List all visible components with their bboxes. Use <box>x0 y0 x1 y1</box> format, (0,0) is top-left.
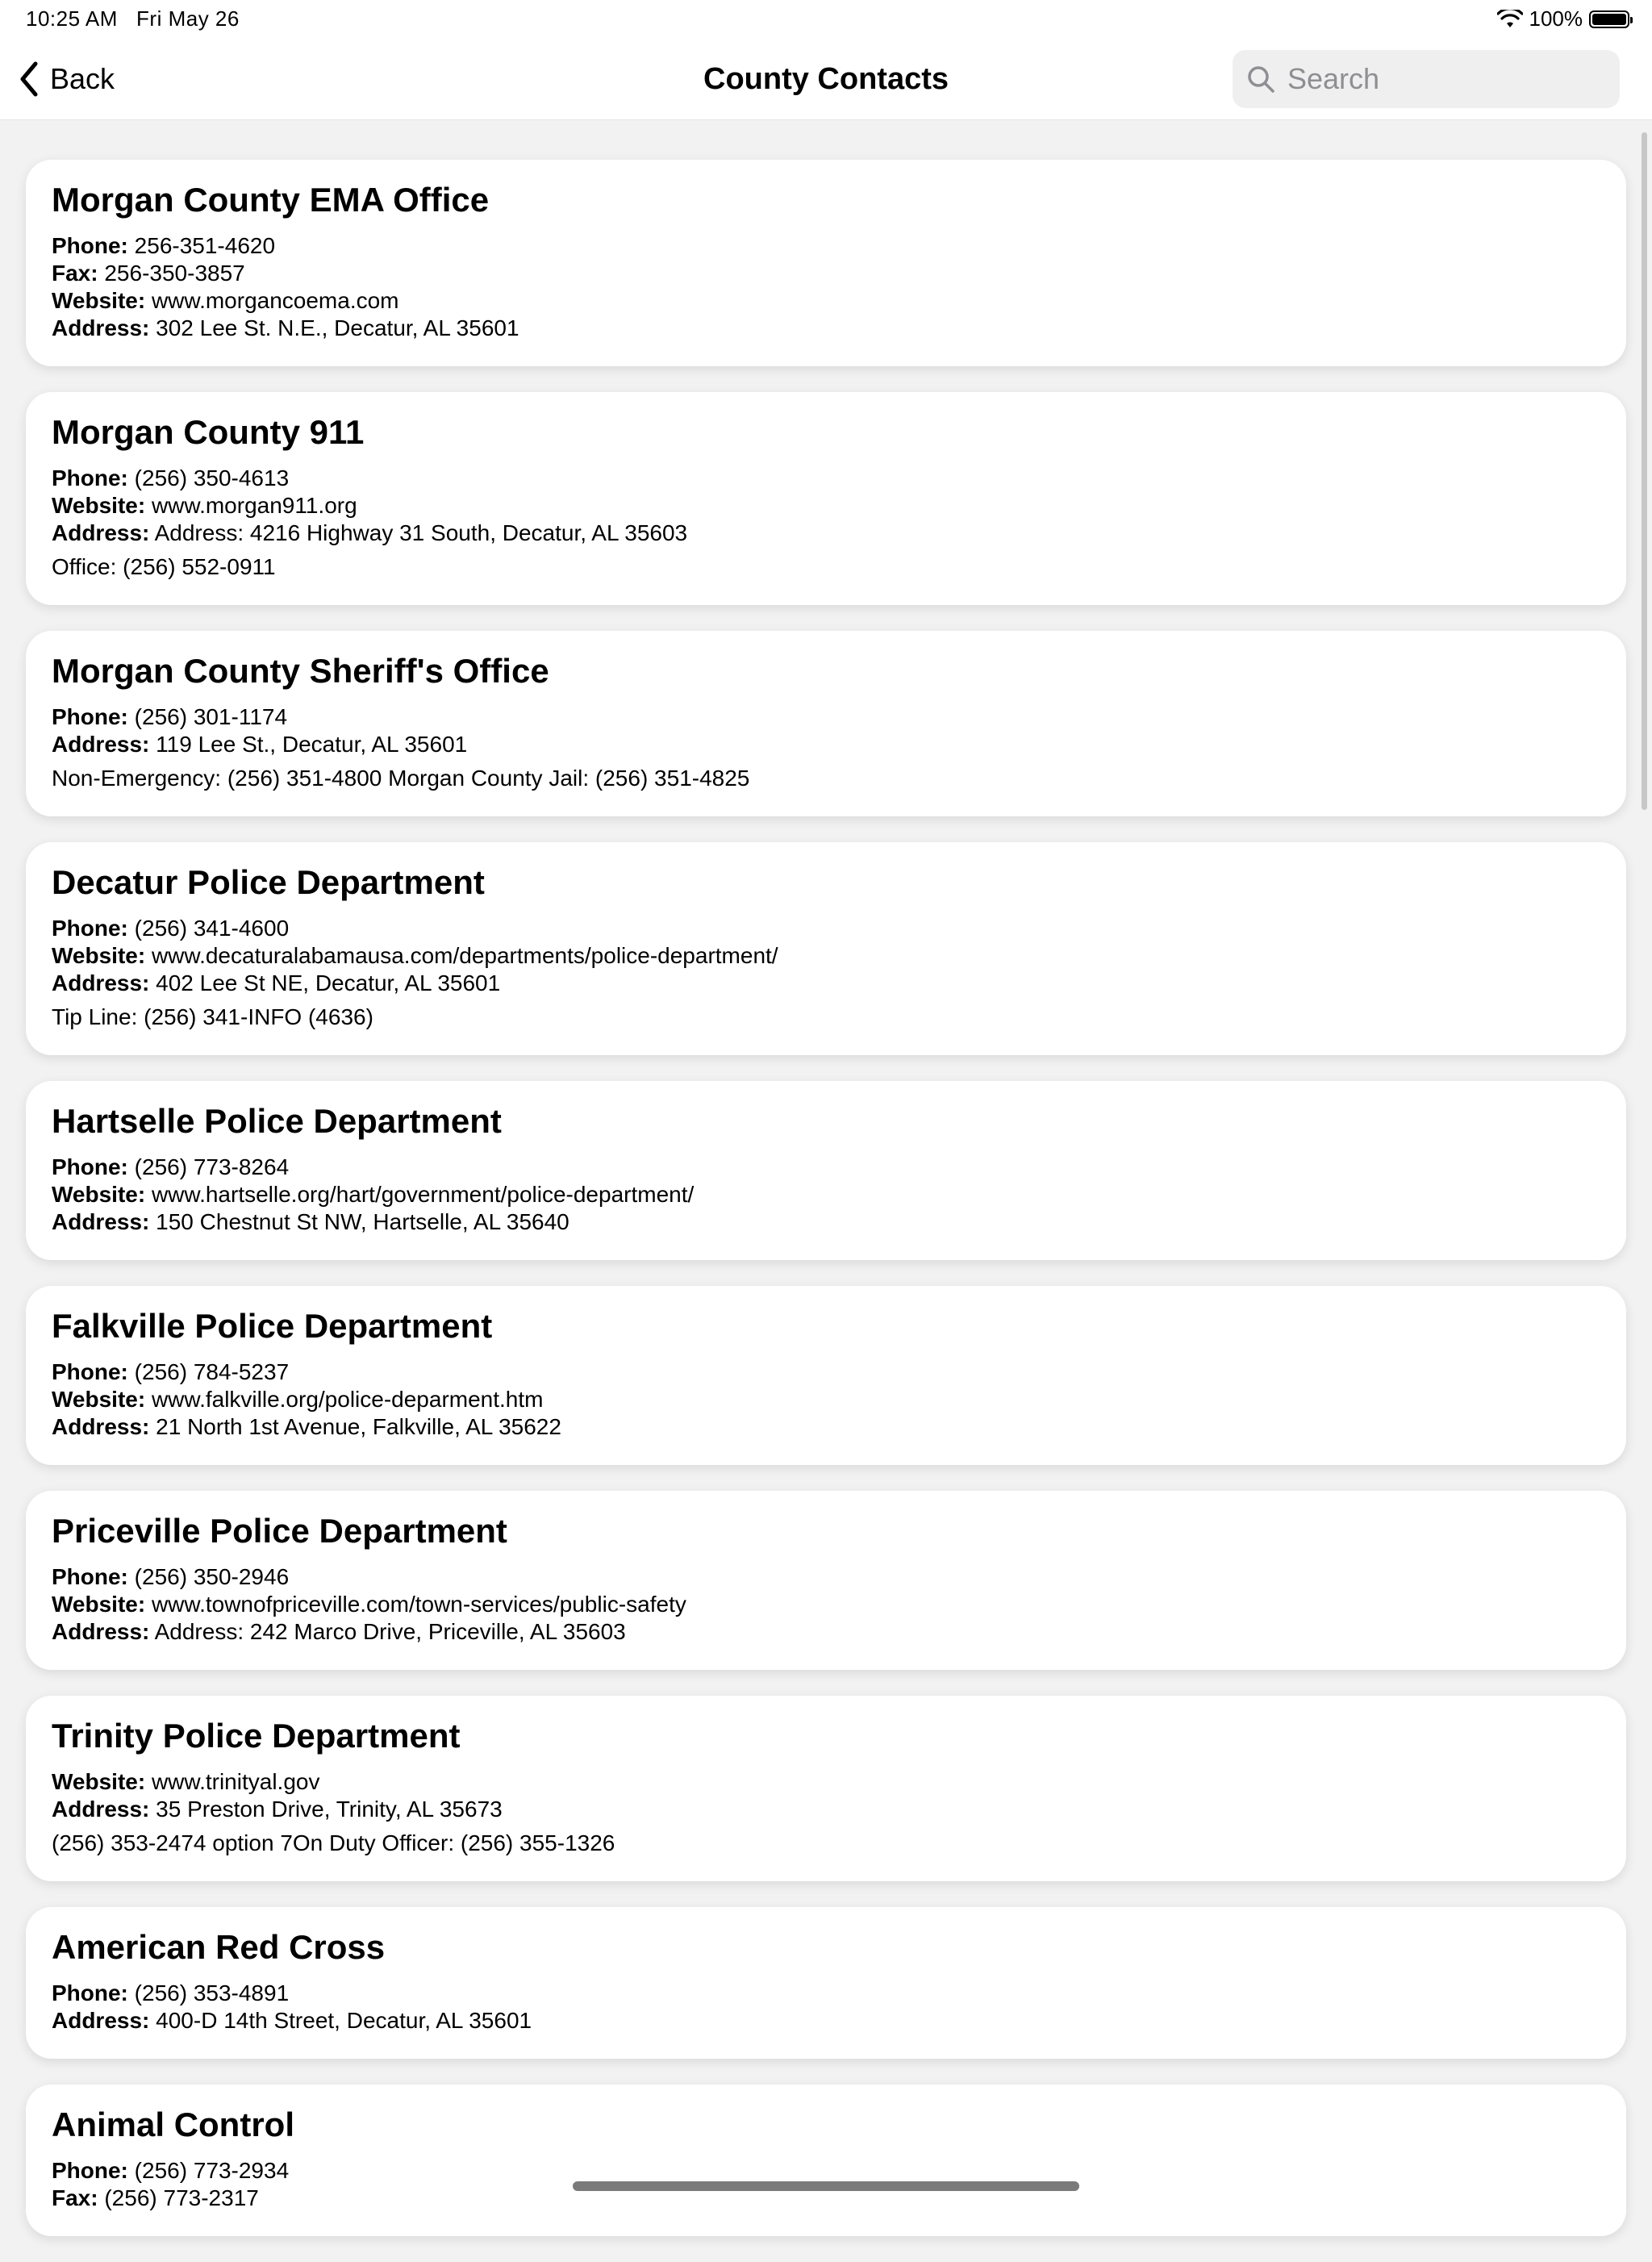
phone-label: Phone: <box>52 1564 128 1589</box>
battery-level <box>1592 14 1626 25</box>
contact-name: Trinity Police Department <box>52 1717 461 1755</box>
contact-phone-row[interactable] <box>52 915 1600 942</box>
search-input[interactable] <box>1286 61 1612 97</box>
contact-card[interactable] <box>26 1081 1626 1260</box>
phone-label: Phone: <box>52 1359 128 1384</box>
address-label: Address: <box>52 970 150 995</box>
address-value: 21 North 1st Avenue, Falkville, AL 35622 <box>156 1414 561 1439</box>
contact-notes: Tip Line: (256) 341-INFO (4636) <box>52 1004 373 1029</box>
contact-card[interactable] <box>26 842 1626 1055</box>
contact-fax-row[interactable] <box>52 260 1600 287</box>
contact-name: Morgan County 911 <box>52 413 365 451</box>
contact-card[interactable] <box>26 1286 1626 1465</box>
phone-value: (256) 350-4613 <box>134 465 290 490</box>
contact-card[interactable] <box>26 1491 1626 1670</box>
fax-value: 256-350-3857 <box>104 261 245 286</box>
address-label: Address: <box>52 1619 150 1644</box>
phone-value: (256) 301-1174 <box>134 704 288 729</box>
address-value: 150 Chestnut St NW, Hartselle, AL 35640 <box>156 1209 569 1234</box>
contact-phone-row[interactable] <box>52 1980 1600 2007</box>
contact-notes: Office: (256) 552-0911 <box>52 554 276 579</box>
contact-website-row[interactable] <box>52 287 1600 315</box>
fax-label: Fax: <box>52 2185 98 2210</box>
contact-website-row[interactable] <box>52 1181 1600 1208</box>
address-value: Address: 242 Marco Drive, Priceville, AL 35603 <box>154 1619 626 1644</box>
address-label: Address: <box>52 1414 150 1439</box>
contact-phone-row[interactable] <box>52 465 1600 492</box>
website-label: Website: <box>52 1387 146 1412</box>
phone-value: (256) 341-4600 <box>134 916 290 941</box>
phone-label: Phone: <box>52 1154 128 1179</box>
scrollbar[interactable] <box>1642 132 1647 810</box>
contact-address-row <box>52 731 1600 758</box>
contact-address-row <box>52 1413 1600 1441</box>
navigation-bar <box>0 39 1652 120</box>
address-value: 35 Preston Drive, Trinity, AL 35673 <box>156 1797 503 1822</box>
contact-card[interactable] <box>26 1696 1626 1881</box>
website-label: Website: <box>52 943 146 968</box>
phone-value: (256) 353-4891 <box>134 1980 290 2005</box>
phone-label: Phone: <box>52 233 128 258</box>
page-title: County Contacts <box>703 62 949 96</box>
battery-percent: 100% <box>1529 6 1583 31</box>
website-label: Website: <box>52 1769 146 1794</box>
address-label: Address: <box>52 520 150 545</box>
phone-label: Phone: <box>52 2158 128 2183</box>
status-indicators <box>1497 6 1630 31</box>
wifi-icon <box>1497 10 1523 29</box>
battery-icon <box>1589 10 1629 28</box>
address-label: Address: <box>52 732 150 757</box>
contact-card[interactable] <box>26 631 1626 816</box>
contact-notes: (256) 353-2474 option 7On Duty Officer: (256) 355-1326 <box>52 1830 615 1855</box>
home-indicator[interactable] <box>573 2181 1079 2191</box>
status-date: Fri May 26 <box>136 6 240 31</box>
contact-address-row <box>52 970 1600 997</box>
website-value: www.morgancoema.com <box>151 288 399 313</box>
contact-name: Hartselle Police Department <box>52 1102 502 1140</box>
phone-value: 256-351-4620 <box>134 233 276 258</box>
contact-phone-row[interactable] <box>52 232 1600 260</box>
website-value: www.trinityal.gov <box>151 1769 320 1794</box>
website-value: www.decaturalabamausa.com/departments/police-department/ <box>151 943 778 968</box>
address-value: 402 Lee St NE, Decatur, AL 35601 <box>156 970 501 995</box>
phone-value: (256) 784-5237 <box>134 1359 290 1384</box>
contact-address-row <box>52 315 1600 342</box>
contact-card[interactable] <box>26 1907 1626 2059</box>
website-label: Website: <box>52 288 146 313</box>
status-bar <box>0 0 1652 39</box>
contact-address-row <box>52 1796 1600 1823</box>
contact-website-row[interactable] <box>52 942 1600 970</box>
contact-website-row[interactable] <box>52 1591 1600 1618</box>
phone-label: Phone: <box>52 465 128 490</box>
contact-card[interactable] <box>26 160 1626 366</box>
contact-notes: Non-Emergency: (256) 351-4800 Morgan County Jail: (256) 351-4825 <box>52 766 750 791</box>
back-label: Back <box>50 62 115 95</box>
contact-name: American Red Cross <box>52 1928 386 1966</box>
status-time <box>26 6 240 31</box>
contact-phone-row[interactable] <box>52 1154 1600 1181</box>
contact-phone-row[interactable] <box>52 1358 1600 1386</box>
contact-card[interactable] <box>26 392 1626 605</box>
address-label: Address: <box>52 1797 150 1822</box>
contact-name: Falkville Police Department <box>52 1307 493 1345</box>
fax-label: Fax: <box>52 261 98 286</box>
contact-name: Morgan County EMA Office <box>52 181 490 219</box>
contact-list[interactable] <box>26 160 1626 2262</box>
contact-address-row <box>52 1208 1600 1236</box>
contact-card[interactable] <box>26 2085 1626 2236</box>
address-value: 400-D 14th Street, Decatur, AL 35601 <box>156 2008 532 2033</box>
phone-label: Phone: <box>52 1980 128 2005</box>
search-bar[interactable] <box>1233 50 1620 108</box>
website-label: Website: <box>52 1182 146 1207</box>
address-label: Address: <box>52 2008 150 2033</box>
contact-website-row[interactable] <box>52 1386 1600 1413</box>
website-label: Website: <box>52 1592 146 1617</box>
search-icon <box>1245 64 1276 94</box>
contact-name: Priceville Police Department <box>52 1512 507 1550</box>
phone-value: (256) 350-2946 <box>134 1564 290 1589</box>
phone-label: Phone: <box>52 704 128 729</box>
contact-phone-row[interactable] <box>52 1563 1600 1591</box>
contact-name: Morgan County Sheriff's Office <box>52 652 549 690</box>
address-value: Address: 4216 Highway 31 South, Decatur, AL 35603 <box>154 520 688 545</box>
website-value: www.townofpriceville.com/town-services/public-safety <box>151 1592 686 1617</box>
website-value: www.hartselle.org/hart/government/police-department/ <box>151 1182 695 1207</box>
contact-website-row[interactable] <box>52 492 1600 520</box>
contact-phone-row[interactable] <box>52 2157 1600 2185</box>
address-value: 302 Lee St. N.E., Decatur, AL 35601 <box>156 315 519 340</box>
phone-label: Phone: <box>52 916 128 941</box>
phone-value: (256) 773-8264 <box>134 1154 290 1179</box>
website-value: www.morgan911.org <box>151 493 357 518</box>
address-value: 119 Lee St., Decatur, AL 35601 <box>156 732 468 757</box>
contact-address-row <box>52 2007 1600 2035</box>
contact-address-row <box>52 1618 1600 1646</box>
contact-website-row[interactable] <box>52 1768 1600 1796</box>
website-label: Website: <box>52 493 146 518</box>
contact-name: Animal Control <box>52 2105 294 2143</box>
address-label: Address: <box>52 1209 150 1234</box>
website-value: www.falkville.org/police-deparment.htm <box>151 1387 544 1412</box>
status-clock: 10:25 AM <box>26 6 118 31</box>
fax-value: (256) 773-2317 <box>104 2185 259 2210</box>
contact-address-row <box>52 520 1600 547</box>
phone-value: (256) 773-2934 <box>134 2158 290 2183</box>
address-label: Address: <box>52 315 150 340</box>
contact-name: Decatur Police Department <box>52 863 485 901</box>
contact-phone-row[interactable] <box>52 703 1600 731</box>
